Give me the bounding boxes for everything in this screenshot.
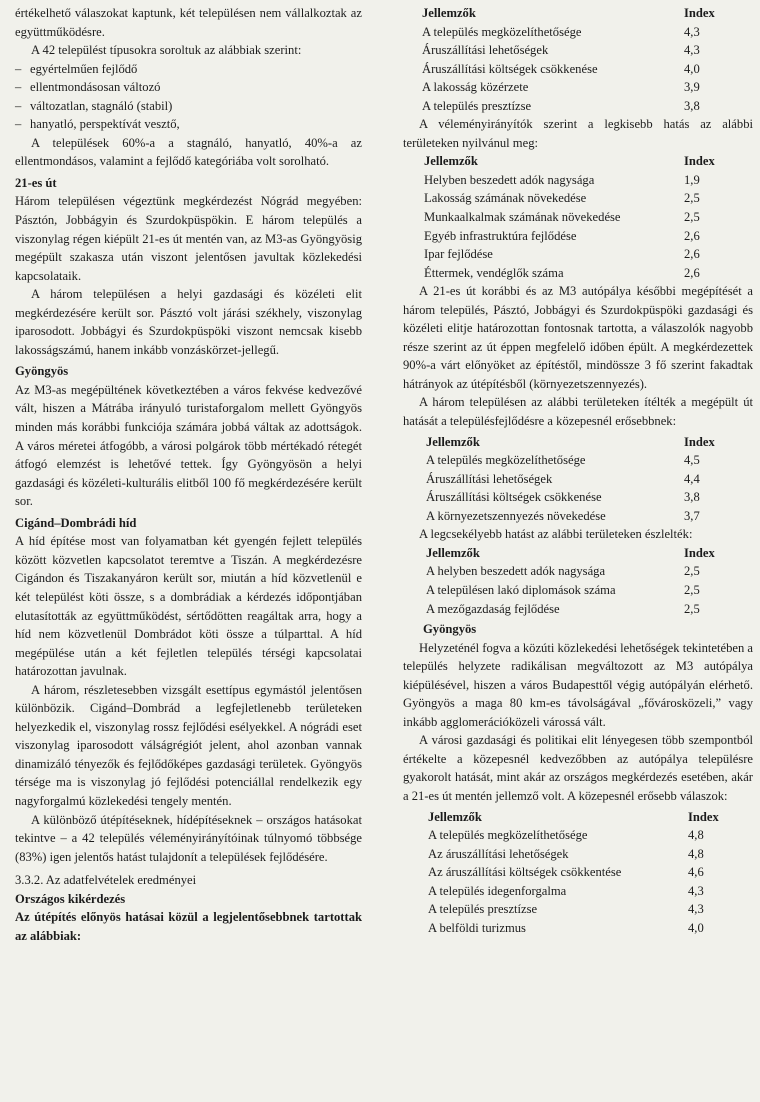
- right-column: [403, 4, 753, 937]
- paragraph: A városi gazdasági és politikai elit lényegesen több szempontból értékelte a közepesnél kedvezőbben az autópálya településre gyakorolt hatását, mint akár az országos megkérdezés esetében, akár a 21-es út mentén jellemző volt. A közepesnél erősebb válaszok:: [403, 733, 753, 803]
- list-item-text: ellentmondásosan változó: [30, 80, 161, 95]
- index-table: [428, 808, 719, 938]
- table-cell: 2,5: [684, 210, 700, 225]
- table-row: [424, 245, 715, 264]
- list-dash: –: [15, 80, 22, 95]
- table-row: [426, 581, 715, 600]
- table-cell: 4,5: [684, 453, 700, 468]
- table-row: [422, 41, 715, 60]
- table-cell: Áruszállítási lehetőségek: [422, 43, 549, 58]
- paragraph: A három, részletesebben vizsgált esettípus egymástól jelentősen különbözik. Cigánd–Dombrád a legfejletlenebb területeken helyezkedik el, viszonylag rossz fejlődési esélyekkel. A nógrádi eset viszonylag iparosodott válságrégiót jelent, ahol azonban vannak dinamizáló tényezők és fejlődőképes gazdasági területek. Gyöngyös térsége ma is viszonylag jó fejlődési potenciállal rendelkezik egy nagyforgalmú közlekedési tengely mentén.: [15, 682, 362, 808]
- table-cell: 4,6: [688, 865, 704, 880]
- table-cell: Az áruszállítási lehetőségek: [428, 846, 569, 861]
- table-cell: Lakosság számának növekedése: [424, 191, 587, 206]
- table-cell: Áruszállítási költségek csökkenése: [426, 490, 602, 505]
- column-header: Jellemzők: [428, 809, 482, 824]
- table-cell: 2,6: [684, 265, 700, 280]
- table-cell: 4,0: [688, 920, 704, 935]
- column-header: Jellemzők: [424, 154, 478, 169]
- table-row: [428, 900, 719, 919]
- paragraph: A 42 települést típusokra soroltuk az alábbiak szerint:: [31, 43, 302, 58]
- paragraph: A híd építése most van folyamatban két gyengén fejlett település között közvetlen kapcsolatot teremtve a Tiszán. A megkérdezésre Cigándon és Tiszakanyáron került sor, miután a híd közvetlenül e két települést köti össze, s a dombrádiak a kérdezés időpontjában elutasították az együttműködést, sértődötten reagáltak arra, hogy a híd nem közvetlenül Dombrádot köti össze a túlparttal. A híd megépülése után a két fejletlen település térségi kapcsolatai határozottan javulnak.: [15, 534, 362, 679]
- table-row: [426, 562, 715, 581]
- table-cell: A lakosság közérzete: [422, 80, 529, 95]
- table-cell: A település presztízse: [422, 98, 532, 113]
- table-cell: Munkaalkalmak számának növekedése: [424, 210, 621, 225]
- table-cell: A település megközelíthetősége: [428, 828, 588, 843]
- table-header-row: [426, 544, 715, 563]
- paragraph: A három településen az alábbi területeken ítélték a megépült út hatását a településfejlődésre a közepesnél erősebbnek:: [403, 395, 753, 429]
- column-header: Index: [684, 154, 715, 169]
- table-row: [428, 826, 719, 845]
- section-heading: Országos kikérdezés: [15, 891, 126, 906]
- table-header-row: [422, 4, 715, 23]
- table-row: [426, 507, 715, 526]
- table-row: [422, 60, 715, 79]
- paragraph: A különböző útépítéseknek, hídépítéseknek – országos hatásokat tekintve – a 42 település véleményirányítóinak túlnyomó többsége (83%) igen jelentős hatást tulajdonít a települések fejlődésére.: [15, 812, 362, 864]
- table-header-row: [426, 433, 715, 452]
- table-row: [424, 171, 715, 190]
- table-row: [424, 189, 715, 208]
- list-item: [15, 115, 362, 134]
- index-table: [422, 4, 715, 115]
- list-dash: –: [15, 98, 22, 113]
- index-table: [426, 544, 715, 618]
- table-row: [428, 863, 719, 882]
- table-row: [428, 919, 719, 938]
- table-cell: A belföldi turizmus: [428, 920, 526, 935]
- paragraph: A 21-es út korábbi és az M3 autópálya későbbi megépítését a három település, Pásztó, Jobbágyi és Szurdokpüspöki gazdasági és közéleti elitje határozottan fontosnak tartotta, a válaszolók nagyobb része szerint az út éppen megfelelő időben épült. A megkérdezettek 90%-a várt előnyöket az építéstől, mindössze 3 fő szerint fakadtak hátrányok az útépítésből (környezetszennyezés).: [403, 284, 753, 391]
- paragraph: A legcsekélyebb hatást az alábbi területeken észlelték:: [419, 527, 693, 542]
- column-header: Index: [688, 809, 719, 824]
- index-table: [424, 152, 715, 282]
- table-header-row: [428, 808, 719, 827]
- section-heading: Cigánd–Dombrádi híd: [15, 515, 137, 530]
- list-item: [15, 78, 362, 97]
- table-cell: 2,5: [684, 564, 700, 579]
- column-header: Jellemzők: [426, 434, 480, 449]
- paragraph-lead: Az útépítés előnyös hatásai közül a legjelentősebbnek tartottak az alábbiak:: [15, 910, 362, 943]
- table-cell: Éttermek, vendéglők száma: [424, 265, 564, 280]
- table-cell: A mezőgazdaság fejlődése: [426, 601, 560, 616]
- column-header: Jellemzők: [426, 545, 480, 560]
- type-list: [15, 60, 362, 134]
- table-row: [426, 600, 715, 619]
- table-cell: A település megközelíthetősége: [426, 453, 586, 468]
- table-row: [422, 97, 715, 116]
- section-heading: Gyöngyös: [15, 364, 69, 379]
- paragraph: A három településen a helyi gazdasági és közéleti elit megkérdezésére került sor. Pásztó volt járási székhely, viszonylag iparosodott. Jobbágyi és Szurdokpüspöki viszont nemcsak kisebb lakosságszámú, hanem inkább vonzáskörzet-jellegű.: [15, 287, 362, 357]
- table-cell: 4,8: [688, 846, 704, 861]
- table-cell: Az áruszállítási költségek csökkentése: [428, 865, 622, 880]
- table-cell: 2,6: [684, 228, 700, 243]
- table-row: [422, 23, 715, 42]
- table-row: [424, 264, 715, 283]
- table-row: [424, 227, 715, 246]
- table-cell: A településen lakó diplomások száma: [426, 582, 616, 597]
- table-row: [426, 488, 715, 507]
- table-cell: 3,9: [684, 80, 700, 95]
- table-row: [428, 845, 719, 864]
- section-heading: 21-es út: [15, 175, 57, 190]
- table-cell: 4,8: [688, 828, 704, 843]
- table-row: [424, 208, 715, 227]
- table-header-row: [424, 152, 715, 171]
- table-cell: 1,9: [684, 172, 700, 187]
- table-cell: 4,3: [688, 902, 704, 917]
- list-item: [15, 60, 362, 79]
- table-cell: A település presztízse: [428, 902, 538, 917]
- table-cell: 2,5: [684, 582, 700, 597]
- column-header: Index: [684, 6, 715, 20]
- table-cell: 2,6: [684, 247, 700, 262]
- column-header: Index: [684, 434, 715, 449]
- column-header: Index: [684, 545, 715, 560]
- paragraph: Három településen végeztünk megkérdezést Nógrád megyében: Pásztón, Jobbágyin és Szurdokpüspökin. E három település a viszonylag régen kiépült 21-es út mentén van, az M3-as Gyöngyösig megépült szakasza után viszont jelentősen javultak közlekedési kapcsolataik.: [15, 194, 362, 283]
- table-cell: Áruszállítási lehetőségek: [426, 471, 553, 486]
- table-row: [426, 470, 715, 489]
- table-cell: 2,5: [684, 601, 700, 616]
- table-cell: 4,3: [684, 43, 700, 58]
- paragraph: Helyzeténél fogva a közúti közlekedési lehetőségek tekintetében a település helyzete radikálisan megváltozott az M3 autópálya kiépülésével, hiszen a város Budapesttől végig autópályán elérhető. Gyöngyös a maga 80 km-es távolságával „fővárosközeli,” vagy inkább agglomerációközeli várossá vált.: [403, 640, 753, 729]
- table-row: [422, 78, 715, 97]
- paragraph: Az M3-as megépültének következtében a város fekvése kedvezővé vált, hiszen a Mátrába irányuló turistaforgalom mellett Gyöngyös minden más korábbi funkciója számára jobbá váltak az adottságok. A város méretei átfogóbb, a városi polgárok több mértékadó rétegét átfogó elemzést is lehetővé tettek. Így Gyöngyösön a helyi gazdasági és közéleti-kulturális elitből 100 fő megkérdezésére került sor.: [15, 382, 362, 509]
- table-cell: A település idegenforgalma: [428, 883, 567, 898]
- paragraph: A véleményirányítók szerint a legkisebb hatás az alábbi területeken nyilvánul meg:: [403, 117, 753, 150]
- column-header: Jellemzők: [422, 6, 476, 20]
- list-item: [15, 97, 362, 116]
- table-cell: 4,0: [684, 61, 700, 76]
- table-cell: A környezetszennyezés növekedése: [426, 508, 606, 523]
- table-cell: 4,4: [684, 471, 700, 486]
- table-cell: 4,3: [684, 24, 700, 39]
- table-cell: Helyben beszedett adók nagysága: [424, 172, 595, 187]
- table-cell: 3,8: [684, 490, 700, 505]
- table-cell: A helyben beszedett adók nagysága: [426, 564, 606, 579]
- index-table: [426, 433, 715, 526]
- table-cell: A település megközelíthetősége: [422, 24, 582, 39]
- table-cell: Áruszállítási költségek csökkenése: [422, 61, 598, 76]
- list-item-text: hanyatló, perspektívát vesztő,: [30, 117, 180, 132]
- list-dash: –: [15, 61, 22, 76]
- table-cell: Egyéb infrastruktúra fejlődése: [424, 228, 577, 243]
- table-row: [428, 882, 719, 901]
- table-cell: 2,5: [684, 191, 700, 206]
- paragraph: A települések 60%-a a stagnáló, hanyatló, 40%-a az ellentmondásos, valamint a fejlődő kategóriába volt sorolható.: [15, 135, 362, 169]
- list-item-text: változatlan, stagnáló (stabil): [30, 98, 173, 113]
- table-row: [426, 451, 715, 470]
- section-heading: Gyöngyös: [423, 622, 477, 637]
- table-cell: Ipar fejlődése: [424, 247, 493, 262]
- left-column: [15, 4, 362, 945]
- paragraph: értékelhető válaszokat kaptunk, két településen nem vállalkoztak az együttműködésre.: [15, 6, 362, 39]
- table-cell: 3,7: [684, 508, 700, 523]
- table-cell: 3,8: [684, 98, 700, 113]
- subsection-heading: 3.3.2. Az adatfelvételek eredményei: [15, 873, 197, 888]
- list-dash: –: [15, 117, 22, 132]
- table-cell: 4,3: [688, 883, 704, 898]
- list-item-text: egyértelműen fejlődő: [30, 61, 138, 76]
